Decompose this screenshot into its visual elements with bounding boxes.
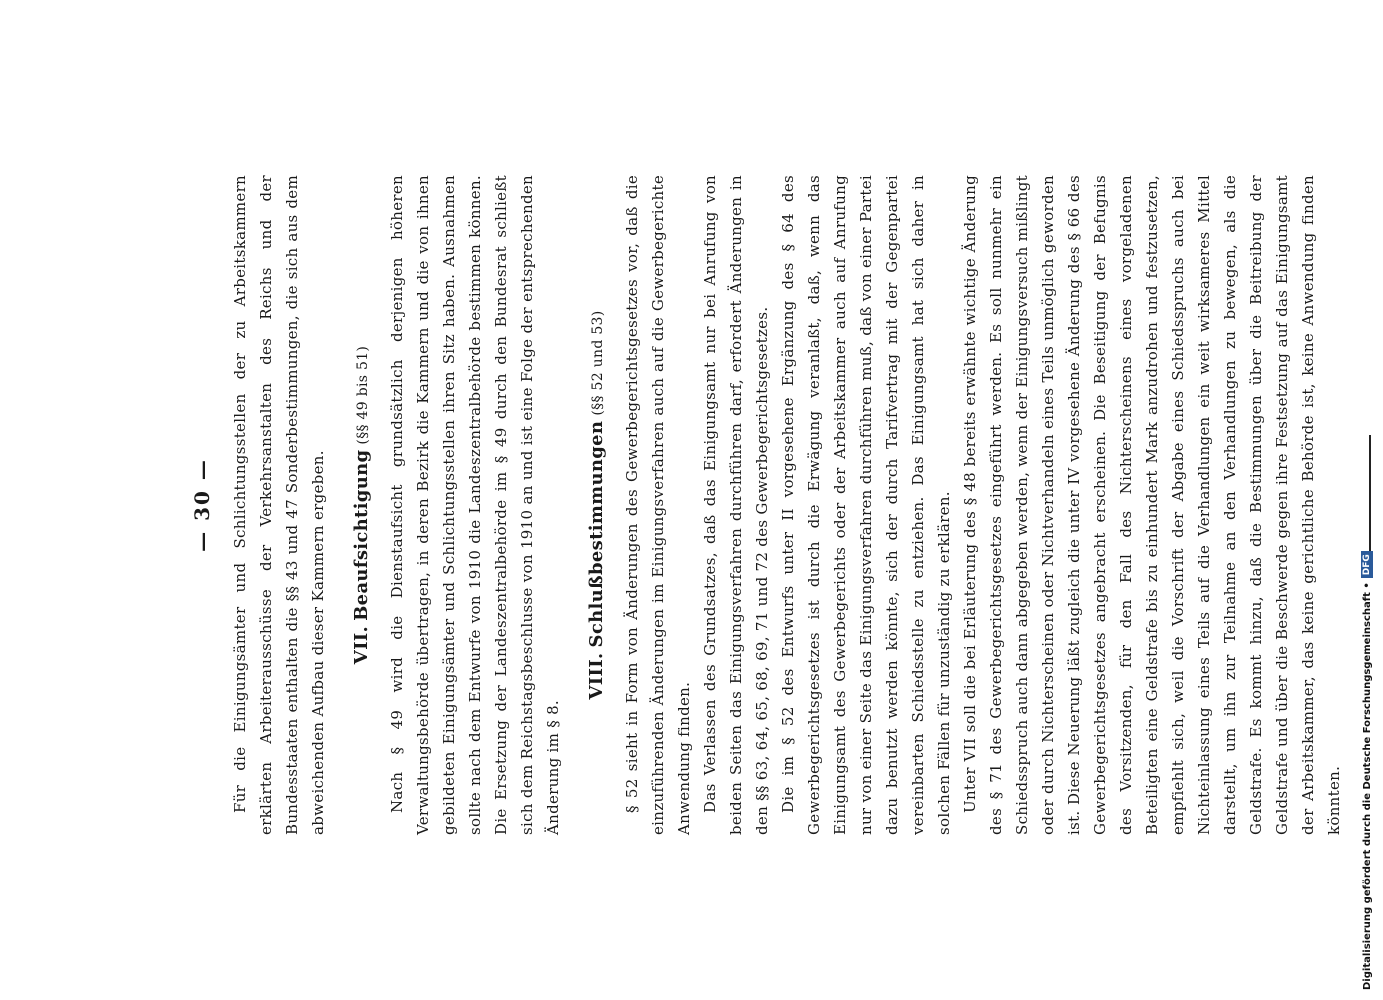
intro-paragraph: Für die Einigungsämter und Schlichtungsstellen der zu Arbeitskammern erklärten Arbeiterausschüsse der Verkehrsanstalten des Reichs und der Bundesstaaten enthalten die §§ 43 und 47 Sonderbestimmungen, die sich aus dem abweichenden Aufbau dieser Kammern ergeben. bbox=[231, 175, 327, 835]
digitization-note-text: Digitalisierung gefördert durch die Deutsche Forschungsgemeinschaft • bbox=[1361, 582, 1373, 990]
section-range: (§§ 52 und 53) bbox=[590, 310, 606, 416]
section-title: Beaufsichtigung bbox=[351, 449, 372, 621]
paragraph-supervision: Nach § 49 wird die Dienstaufsicht grundsätzlich derjenigen höheren Verwaltungsbehörde übertragen, in deren Bezirk die Kammern und die von ihnen gebildeten Einigungsämter und Schlichtungsstellen ihren Sitz haben. Ausnahmen sollte nach dem Entwurfe von 1910 die Landeszentralbehörde bestimmen können. Die Ersetzung der Landeszentralbehörde im § 49 durch den Bundesrat schließt sich dem Reichstagsbeschlusse von 1910 an und ist eine Folge der entsprechenden Änderung im § 8. bbox=[388, 175, 562, 835]
section-heading-vii bbox=[349, 175, 376, 835]
paragraph-final-d: Unter VII soll die bei Erläuterung des § 48 bereits erwähnte wichtige Änderung des § 71 des Gewerbegerichtsgesetzes eingeführt werden. Es soll nunmehr ein Schiedsspruch auch dann abgegeben werden, wenn der Einigungsversuch mißlingt oder durch Nichterscheinen oder Nichtverhandeln eines Teils unmöglich geworden ist. Diese Neuerung läßt zugleich die unter IV vorgesehene Änderung des § 66 des Gewerbegerichtsgesetzes angebracht erscheinen. Die Beseitigung der Befugnis des Vorsitzenden, für den Fall des Nichterscheinens eines vorgeladenen Beteiligten eine Geldstrafe bis zu einhundert Mark anzudrohen und festzusetzen, empfiehlt sich, weil die Vorschrift der Abgabe eines Schiedsspruchs auch bei Nichteinlassung eines Teils auf die Verhandlungen ein weit wirksameres Mittel darstellt, um ihn zur Teilnahme an den Verhandlungen zu bewegen, als die Geldstrafe. Es kommt hinzu, daß die Bestimmungen über die Beitreibung der Geldstrafe und über die Beschwerde gegen ihre Festsetzung auf das Einigungsamt der Arbeitskammer, das keine gerichtliche Behörde ist, keine Anwendung finden könnten. bbox=[961, 175, 1343, 835]
page-number: — 30 — bbox=[190, 458, 214, 552]
section-number: VII. bbox=[351, 625, 372, 665]
paragraph-final-a: § 52 sieht in Form von Änderungen des Gewerbegerichtsgesetzes vor, daß die einzuführenden Änderungen im Einigungsverfahren auch auf die Gewerbegerichte Anwendung finden. bbox=[623, 175, 693, 835]
paragraph-final-c: Die im § 52 des Entwurfs unter II vorgesehene Ergänzung des § 64 des Gewerbegerichtsgesetzes ist durch die Erwägung veranlaßt, daß, wenn das Einigungsamt des Gewerbegerichts oder der Arbeitskammer auch auf Anrufung nur von einer Seite das Einigungsverfahren durchführen muß, daß von einer Partei dazu benutzt werden könnte, sich der durch Tarifvertrag mit der Gegenpartei vereinbarten Schiedsstelle zu entziehen. Das Einigungsamt hat sich daher in solchen Fällen für unzuständig zu erklären. bbox=[779, 175, 953, 835]
document-page bbox=[187, 175, 1371, 835]
dfg-logo: DFG bbox=[1361, 551, 1373, 578]
section-heading-viii bbox=[584, 175, 611, 835]
section-range: (§§ 49 bis 51) bbox=[355, 345, 371, 445]
section-number: VIII. bbox=[586, 652, 607, 700]
digitization-note bbox=[1361, 551, 1373, 990]
paragraph-final-b: Das Verlassen des Grundsatzes, daß das Einigungsamt nur bei Anrufung von beiden Seiten das Einigungsverfahren durchführen darf, erfordert Änderungen in den §§ 63, 64, 65, 68, 69, 71 und 72 des Gewerbegerichtsgesetzes. bbox=[701, 175, 771, 835]
section-title: Schlußbestimmungen bbox=[586, 420, 607, 648]
